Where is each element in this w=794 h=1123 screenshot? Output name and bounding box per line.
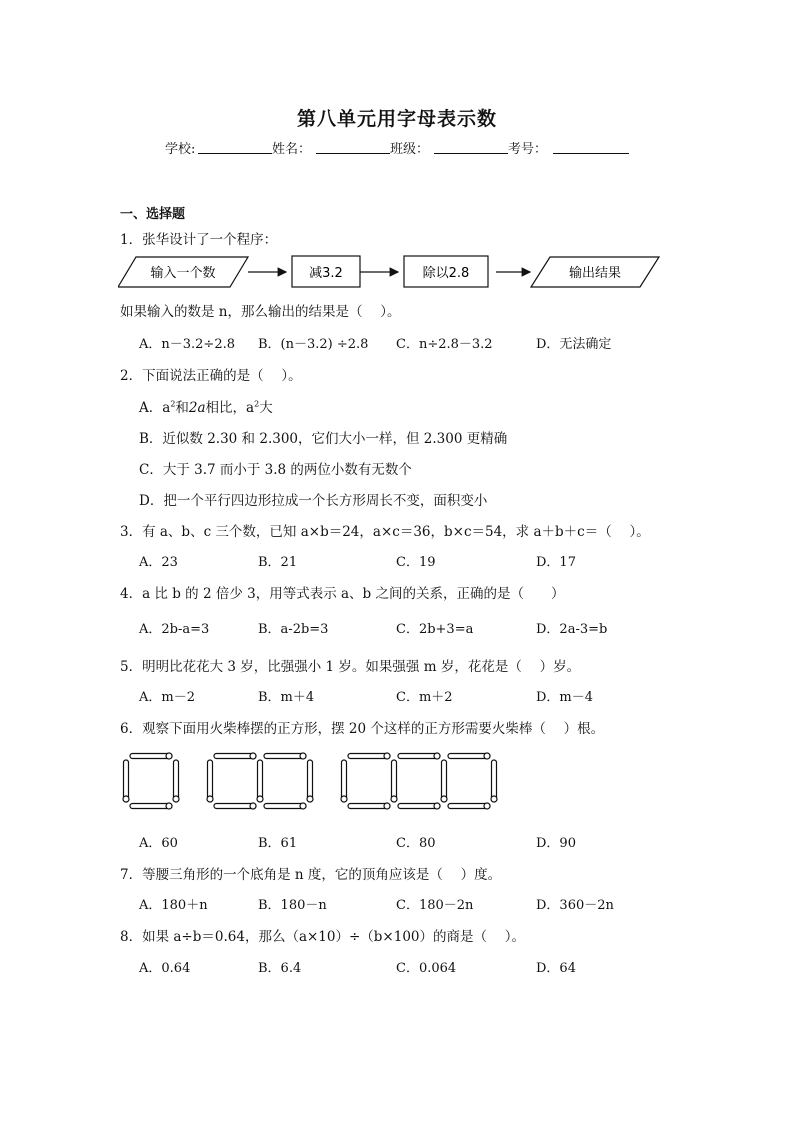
q1-stem: 1．张华设计了一个程序： — [120, 232, 278, 248]
q7-option-a[interactable]: A．180＋n — [139, 898, 208, 913]
q5-option-d[interactable]: D．m－4 — [536, 690, 594, 705]
q4-option-a[interactable]: A．2b-a=3 — [139, 622, 210, 637]
matchstick-head — [250, 803, 256, 809]
matchstick-head — [300, 753, 306, 759]
q6-option-d[interactable]: D．90 — [536, 836, 576, 851]
q1-sub: 如果输入的数是 n，那么输出的结果是（ ）。 — [120, 304, 401, 320]
q7-option-c[interactable]: C．180－2n — [396, 898, 474, 913]
class-field[interactable] — [434, 139, 508, 154]
q5-stem: 5．明明比花花大 3 岁，比强强小 1 岁。如果强强 m 岁，花花是（ ）岁。 — [120, 659, 581, 675]
flow-input-label: 输入一个数 — [150, 266, 216, 281]
matchstick-head — [207, 796, 213, 802]
matchstick-head — [257, 796, 263, 802]
matchstick-head — [173, 796, 179, 802]
matchstick-head — [384, 803, 390, 809]
q8-option-d[interactable]: D．64 — [536, 961, 576, 976]
name-field[interactable] — [316, 139, 390, 154]
q1-option-c[interactable]: C．n÷2.8－3.2 — [396, 337, 493, 352]
matchstick-head — [434, 803, 440, 809]
q2-option-a[interactable]: A．$a^2$和2a相比，$a^2$大 — [139, 399, 273, 416]
class-label: 班级： — [390, 142, 430, 157]
section-heading: 一、选择题 — [120, 207, 186, 222]
q1-option-b[interactable]: B．(n－3.2) ÷2.8 — [258, 337, 369, 352]
q3-option-b[interactable]: B．21 — [258, 555, 298, 570]
matchstick-head — [300, 803, 306, 809]
matchstick-head — [434, 753, 440, 759]
exam-no-field[interactable] — [553, 139, 629, 154]
q6-option-b[interactable]: B．61 — [258, 836, 298, 851]
q5-option-a[interactable]: A．m－2 — [139, 690, 195, 705]
q4-option-d[interactable]: D．2a-3=b — [536, 622, 608, 637]
matchstick-head — [491, 796, 497, 802]
matchstick-head — [166, 753, 172, 759]
name-label: 姓名： — [272, 142, 312, 157]
matchstick-head — [166, 803, 172, 809]
q4-option-c[interactable]: C．2b+3=a — [396, 622, 474, 637]
q8-option-a[interactable]: A．0.64 — [139, 961, 191, 976]
flow-subtract-label: 减3.2 — [309, 266, 343, 281]
q6-stem: 6．观察下面用火柴棒摆的正方形，摆 20 个这样的正方形需要火柴棒（ ）根。 — [120, 721, 605, 737]
flow-divide-label: 除以2.8 — [422, 266, 470, 281]
q3-option-c[interactable]: C．19 — [396, 555, 436, 570]
matchstick-head — [341, 796, 347, 802]
matchstick-head — [384, 753, 390, 759]
q3-stem: 3．有 a、b、c 三个数，已知 a×b＝24，a×c＝36，b×c＝54，求 a＋b＋c＝（ ）。 — [120, 524, 650, 540]
matchstick-head — [391, 796, 397, 802]
q2-stem: 2．下面说法正确的是（ ）。 — [120, 368, 302, 384]
q2-option-b[interactable]: B．近似数 2.30 和 2.300，它们大小一样，但 2.300 更精确 — [139, 431, 508, 447]
q7-option-b[interactable]: B．180－n — [258, 898, 327, 913]
school-label: 学校: — [165, 142, 196, 157]
q1-option-d[interactable]: D．无法确定 — [536, 337, 612, 352]
q6-option-c[interactable]: C．80 — [396, 836, 436, 851]
q5-option-b[interactable]: B．m＋4 — [258, 690, 315, 705]
q1-option-a[interactable]: A．n－3.2÷2.8 — [139, 337, 236, 352]
q3-option-a[interactable]: A．23 — [139, 555, 178, 570]
exam-no-label: 考号： — [508, 142, 548, 157]
matchstick-head — [307, 796, 313, 802]
q8-option-b[interactable]: B．6.4 — [258, 961, 302, 976]
q6-option-a[interactable]: A．60 — [139, 836, 178, 851]
q1-flowchart — [118, 252, 663, 292]
matchstick-head — [123, 796, 129, 802]
q2-option-d[interactable]: D．把一个平行四边形拉成一个长方形周长不变，面积变小 — [139, 493, 488, 509]
page-title: 第八单元用字母表示数 — [296, 108, 497, 130]
flow-output-label: 输出结果 — [568, 266, 622, 281]
matchstick-head — [441, 796, 447, 802]
matchstick-head — [484, 803, 490, 809]
q7-stem: 7．等腰三角形的一个底角是 n 度，它的顶角应该是（ ）度。 — [120, 867, 502, 883]
q2-option-c[interactable]: C．大于 3.7 而小于 3.8 的两位小数有无数个 — [139, 462, 412, 478]
q8-stem: 8．如果 a÷b＝0.64，那么（a×10）÷（b×100）的商是（ ）。 — [120, 929, 526, 945]
matchstick-squares-figure — [118, 750, 510, 812]
q8-option-c[interactable]: C．0.064 — [396, 961, 457, 976]
matchstick-head — [484, 753, 490, 759]
q5-option-c[interactable]: C．m＋2 — [396, 690, 453, 705]
q3-option-d[interactable]: D．17 — [536, 555, 576, 570]
matchstick-head — [250, 753, 256, 759]
q7-option-d[interactable]: D．360－2n — [536, 898, 614, 913]
q4-stem: 4．a 比 b 的 2 倍少 3，用等式表示 a、b 之间的关系，正确的是（ ） — [120, 586, 565, 602]
q4-option-b[interactable]: B．a-2b=3 — [258, 622, 329, 637]
school-field[interactable] — [198, 139, 272, 154]
